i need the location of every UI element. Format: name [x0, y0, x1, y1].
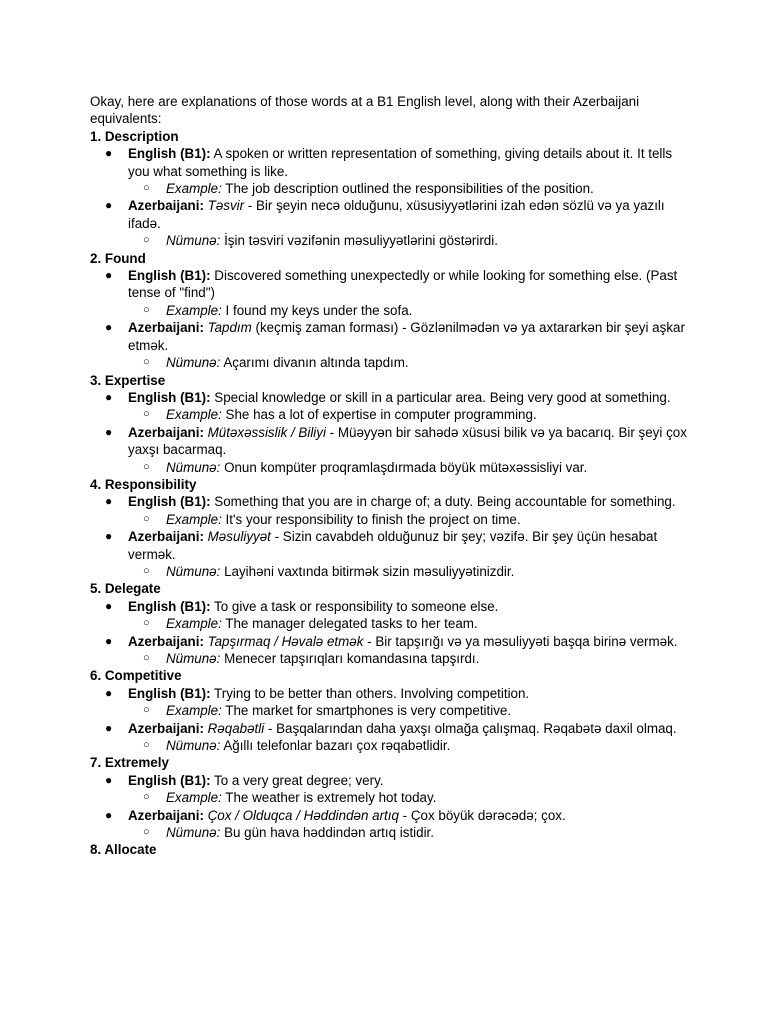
hollow-bullet-icon: ○ [143, 182, 150, 195]
azerbaijani-example: ○ Nümunə: Açarımı divanın altında tapdım. [143, 355, 409, 371]
azerbaijani-definition: ● Azerbaijani: Məsuliyyət - Sizin cavabdeh olduğunuz bir şey; vəzifə. Bir şey üçün hesabat vermək. [105, 529, 658, 562]
bullet-icon: ● [105, 424, 113, 439]
azerbaijani-definition: ● Azerbaijani: Tapşırmaq / Həvalə etmək - Bir tapşırığı və ya məsuliyyəti başqa birinə vermək. [105, 633, 678, 649]
section [90, 250, 690, 372]
bullet-icon: ● [105, 146, 113, 161]
english-example: ○ Example: The manager delegated tasks to her team. [143, 616, 478, 632]
section [90, 580, 690, 667]
azerbaijani-example: ○ Nümunə: Onun kompüter proqramlaşdırmada böyük mütəxəssisliyi var. [143, 459, 588, 475]
azerbaijani-example: ○ Nümunə: Ağıllı telefonlar bazarı çox rəqabətlidir. [143, 738, 451, 754]
azerbaijani-example: ○ Nümunə: Menecer tapşırıqları komandasına tapşırdı. [143, 651, 480, 666]
section-title: 2. Found [90, 250, 146, 266]
section [90, 476, 690, 580]
section [90, 754, 690, 841]
section-title: 4. Responsibility [90, 476, 197, 492]
section-title: 5. Delegate [90, 581, 161, 597]
english-example: ○ Example: I found my keys under the sofa. [143, 302, 413, 318]
azerbaijani-example: ○ Nümunə: Layihəni vaxtında bitirmək sizin məsuliyyətinizdir. [143, 563, 515, 579]
hollow-bullet-icon: ○ [143, 617, 150, 630]
bullet-icon: ● [105, 494, 113, 509]
hollow-bullet-icon: ○ [143, 704, 150, 717]
azerbaijani-definition: ● Azerbaijani: Rəqabətli - Başqalarından daha yaxşı olmağa çalışmaq. Rəqabətə daxil olmaq. [105, 720, 677, 736]
hollow-bullet-icon: ○ [143, 564, 150, 577]
hollow-bullet-icon: ○ [143, 512, 150, 525]
section-title: 8. Allocate [90, 842, 157, 858]
english-definition: ● English (B1): To give a task or responsibility to someone else. [105, 598, 499, 614]
bullet-icon: ● [105, 807, 113, 822]
bullet-icon: ● [105, 320, 113, 335]
section [90, 128, 690, 250]
intro-paragraph: Okay, here are explanations of those words at a B1 English level, along with their Azerbaijani equivalents: [90, 94, 640, 127]
azerbaijani-definition: ● Azerbaijani: Tapdım (keçmiş zaman forması) - Gözlənilmədən və ya axtararkən bir şeyi aşkar etmək. [105, 320, 685, 353]
english-definition: ● English (B1): Special knowledge or skill in a particular area. Being very good at something. [105, 389, 671, 405]
english-example: ○ Example: The market for smartphones is very competitive. [143, 703, 512, 719]
bullet-icon: ● [105, 720, 113, 735]
hollow-bullet-icon: ○ [143, 826, 150, 839]
definition-list [90, 772, 690, 842]
bullet-icon: ● [105, 268, 113, 283]
definition-list [90, 598, 690, 668]
azerbaijani-definition: ● Azerbaijani: Mütəxəssislik / Biliyi - Müəyyən bir sahədə xüsusi bilik və ya bacarıq. Bir şeyi çox yaxşı bacarmaq. [105, 424, 687, 458]
english-definition: ● English (B1): A spoken or written representation of something, giving details about it. It tells you what something is like. [105, 146, 673, 179]
english-example: ○ Example: She has a lot of expertise in computer programming. [143, 407, 537, 423]
definition-list [90, 267, 690, 371]
hollow-bullet-icon: ○ [143, 303, 150, 316]
english-definition: ● English (B1): Something that you are in charge of; a duty. Being accountable for something. [105, 494, 676, 510]
english-example: ○ Example: It's your responsibility to finish the project on time. [143, 511, 521, 527]
bullet-icon: ● [105, 198, 113, 213]
english-definition: ● English (B1): Discovered something unexpectedly or while looking for something else. (Past tense of "find") [105, 268, 678, 301]
azerbaijani-example: ○ Nümunə: Bu gün hava həddindən artıq istidir. [143, 825, 434, 841]
definition-list [90, 145, 690, 249]
section-title: 7. Extremely [90, 755, 169, 771]
section-title: 3. Expertise [90, 372, 166, 388]
english-example: ○ Example: The weather is extremely hot today. [143, 790, 437, 806]
section-title: 1. Description [90, 128, 179, 144]
definition-list [90, 493, 690, 580]
english-example: ○ Example: The job description outlined the responsibilities of the position. [143, 181, 594, 197]
english-definition: ● English (B1): Trying to be better than others. Involving competition. [105, 685, 530, 701]
hollow-bullet-icon: ○ [143, 234, 150, 247]
bullet-icon: ● [105, 772, 113, 787]
hollow-bullet-icon: ○ [143, 739, 150, 752]
hollow-bullet-icon: ○ [143, 652, 150, 664]
bullet-icon: ● [105, 529, 113, 544]
document-body [90, 93, 690, 859]
section-title: 6. Competitive [90, 668, 182, 684]
english-definition: ● English (B1): To a very great degree; very. [105, 772, 384, 788]
section [90, 667, 690, 754]
bullet-icon: ● [105, 633, 113, 648]
hollow-bullet-icon: ○ [143, 408, 150, 421]
definition-list [90, 389, 690, 476]
bullet-icon: ● [105, 685, 113, 700]
bullet-icon: ● [105, 389, 113, 404]
section [90, 372, 690, 476]
azerbaijani-definition: ● Azerbaijani: Çox / Olduqca / Həddindən artıq - Çox böyük dərəcədə; çox. [105, 807, 566, 823]
azerbaijani-example: ○ Nümunə: İşin təsviri vəzifənin məsuliyyətlərini göstərirdi. [143, 233, 498, 249]
hollow-bullet-icon: ○ [143, 791, 150, 804]
azerbaijani-definition: ● Azerbaijani: Təsvir - Bir şeyin necə olduğunu, xüsusiyyətlərini izah edən sözlü və ya yazılı ifadə. [105, 198, 665, 231]
hollow-bullet-icon: ○ [143, 356, 150, 369]
bullet-icon: ● [105, 598, 113, 613]
hollow-bullet-icon: ○ [143, 460, 150, 473]
definition-list [90, 685, 690, 755]
